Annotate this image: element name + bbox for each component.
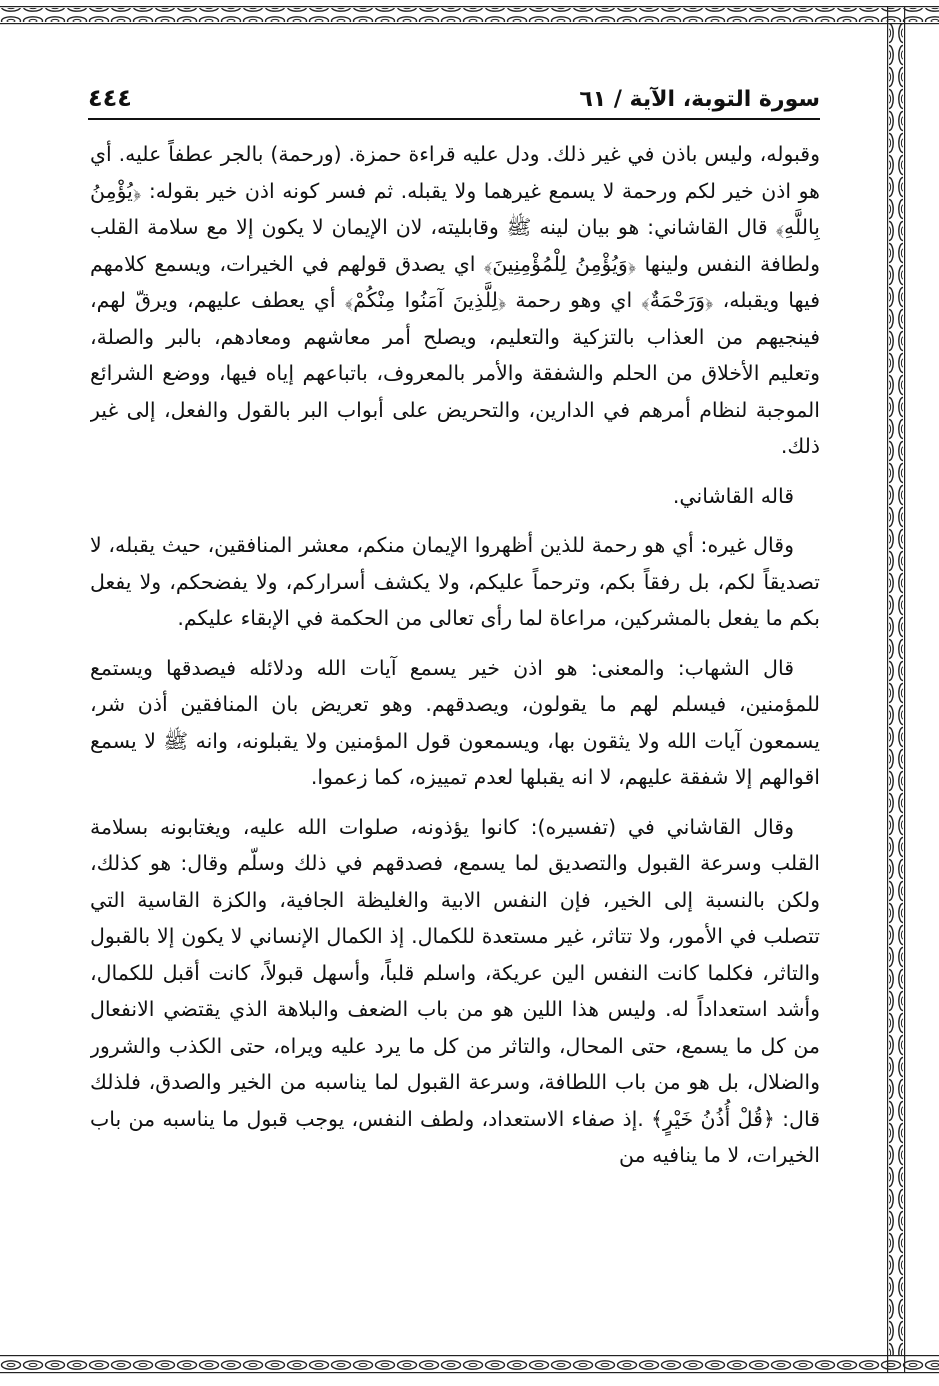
page-header xyxy=(88,72,820,112)
header-divider xyxy=(88,118,820,120)
page-body xyxy=(90,136,820,1304)
paragraph-4: قال الشهاب: والمعنى: هو اذن خير يسمع آيات الله ودلائله فيصدقها ويستمع للمؤمنين، فيسلم لهم ما يقولون، ويصدقهم. وهو تعريض بان المنافقين أذن شر، يسمعون آيات الله ولا يثقون بها، ويسمعون قول المؤمنين ولا يقبلونه، وانه ﷺ لا يسمع اقوالهم إلا شفقة عليهم، لا انه يقبلها لعدم تمييزه، كما زعموا. xyxy=(90,655,820,789)
paragraph-5: وقال القاشاني في (تفسيره): كانوا يؤذونه، صلوات الله عليه، ويغتابونه بسلامة القلب وسرعة القبول والتصديق لما يسمع، فصدقهم في ذلك وسلّم وقال: هو كذلك، ولكن بالنسبة إلى الخير، فإن النفس الابية والغليظة الجافية، والكزة القاسية التي تتصلب في الأمور، ولا تتاثر، غير مستعدة للكمال. إذ الكمال الإنساني لا يكون إلا بالقبول والتاثر، فكلما كانت النفس الين عريكة، واسلم قلباً، وأسهل قبولاً، كانت أقبل للكمال، وأشد استعداداً له. وليس هذا اللين هو من باب الضعف والبلاهة الذي يقتضي الانفعال من كل ما يسمع، حتى المحال، والتاثر من كل ما يرد عليه ويراه، حتى الكذب والشرور والضلال، بل هو من باب اللطافة، وسرعة القبول لما يناسبه من الخير والصدق، فلذلك قال: ﴿قُلْ أُذُنُ خَيْرٍ﴾ .إذ صفاء الاستعداد، ولطف النفس، يوجب قبول ما يناسبه من باب الخيرات، لا ما ينافيه من xyxy=(90,814,820,1167)
paragraph-3: وقال غيره: أي هو رحمة للذين أظهروا الإيمان منكم، معشر المنافقين، حيث يقبله، لا تصديقاً لكم، بل رفقاً بكم، وترحماً عليكم، ولا يكشف أسراركم، ولا يفضحكم، ولا يفعل بكم ما يفعل بالمشركين، مراعاة لما رأى تعالى من الحكمة في الإبقاء عليكم. xyxy=(90,533,820,630)
surah-title: سورة التوبة، الآية / ٦١ xyxy=(579,87,820,112)
paragraph-1: وقبوله، وليس باذن في غير ذلك. ودل عليه قراءة حمزة. (ورحمة) بالجر عطفاً عليه. أي هو اذن خير لكم ورحمة لا يسمع غيرهما ولا يقبله. ثم فسر كونه اذن خير بقوله: ﴿يُؤْمِنُ بِاللَّهِ﴾ قال القاشاني: هو بيان لينه ﷺ وقابليته، لان الإيمان لا يكون إلا مع سلامة القلب ولطافة النفس ولينها ﴿وَيُؤْمِنُ لِلْمُؤْمِنِينَ﴾ اي يصدق قولهم في الخيرات، ويسمع كلامهم فيها ويقبله، ﴿وَرَحْمَةٌ﴾ اي وهو رحمة ﴿لِلَّذِينَ آمَنُوا مِنْكُمْ﴾ أي يعطف عليهم، ويرقّ لهم، فينجيهم من العذاب بالتزكية والتعليم، ويصلح أمر معاشهم ومعادهم، بالبر والصلة، وتعليم الأخلاق من الحلم والشفقة والأمر بالمعروف، باتباعهم إياه فيها، ووضع الشرائع الموجبة لنظام أمرهم في الدارين، والتحريض على أبواب البر بالقول والفعل، إلى غير ذلك. xyxy=(90,142,820,458)
paragraph-2: قاله القاشاني. xyxy=(672,483,794,508)
page-number: ٤٤٤ xyxy=(88,84,132,112)
